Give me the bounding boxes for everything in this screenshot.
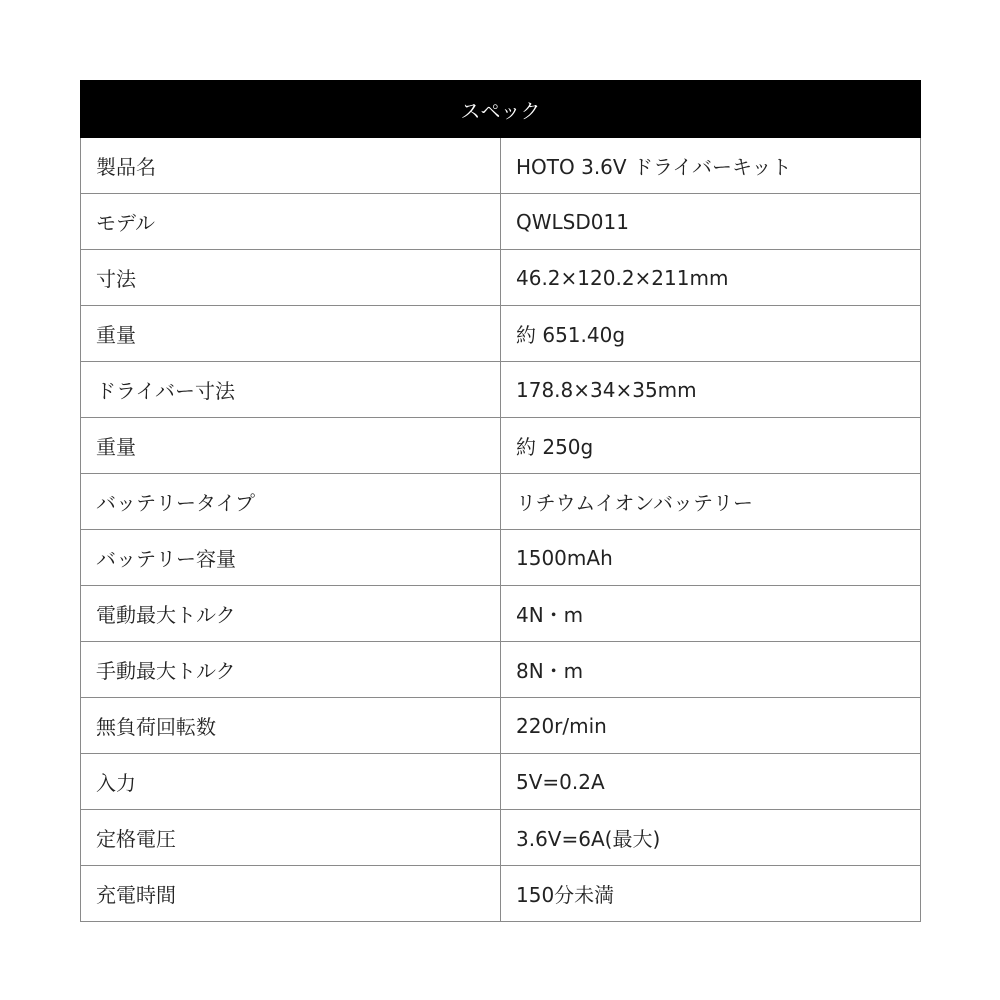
spec-value: 178.8×34×35mm	[501, 362, 921, 418]
spec-label: 入力	[81, 754, 501, 810]
spec-value: 8N・m	[501, 642, 921, 698]
spec-value: 220r/min	[501, 698, 921, 754]
spec-table	[80, 80, 921, 922]
spec-row	[81, 138, 921, 194]
spec-label: 製品名	[81, 138, 501, 194]
spec-row	[81, 474, 921, 530]
spec-row	[81, 530, 921, 586]
spec-row	[81, 306, 921, 362]
spec-label: 重量	[81, 418, 501, 474]
spec-header-row	[81, 81, 921, 138]
spec-row	[81, 250, 921, 306]
spec-label: 重量	[81, 306, 501, 362]
spec-row	[81, 754, 921, 810]
spec-label: バッテリータイプ	[81, 474, 501, 530]
spec-value: 5V=0.2A	[501, 754, 921, 810]
spec-label: バッテリー容量	[81, 530, 501, 586]
spec-row	[81, 362, 921, 418]
spec-title: スペック	[81, 81, 921, 138]
spec-value: 46.2×120.2×211mm	[501, 250, 921, 306]
spec-label: 寸法	[81, 250, 501, 306]
spec-row	[81, 866, 921, 922]
spec-label: モデル	[81, 194, 501, 250]
spec-value: 4N・m	[501, 586, 921, 642]
spec-row	[81, 642, 921, 698]
spec-value: 約 250g	[501, 418, 921, 474]
spec-value: 3.6V=6A(最大)	[501, 810, 921, 866]
spec-value: HOTO 3.6V ドライバーキット	[501, 138, 921, 194]
spec-value: 150分未満	[501, 866, 921, 922]
spec-row	[81, 194, 921, 250]
spec-row	[81, 586, 921, 642]
spec-label: ドライバー寸法	[81, 362, 501, 418]
spec-label: 定格電圧	[81, 810, 501, 866]
spec-row	[81, 698, 921, 754]
spec-label: 手動最大トルク	[81, 642, 501, 698]
spec-value: リチウムイオンバッテリー	[501, 474, 921, 530]
spec-value: 約 651.40g	[501, 306, 921, 362]
spec-row	[81, 418, 921, 474]
spec-value: 1500mAh	[501, 530, 921, 586]
spec-label: 充電時間	[81, 866, 501, 922]
spec-row	[81, 810, 921, 866]
spec-label: 無負荷回転数	[81, 698, 501, 754]
spec-label: 電動最大トルク	[81, 586, 501, 642]
spec-value: QWLSD011	[501, 194, 921, 250]
